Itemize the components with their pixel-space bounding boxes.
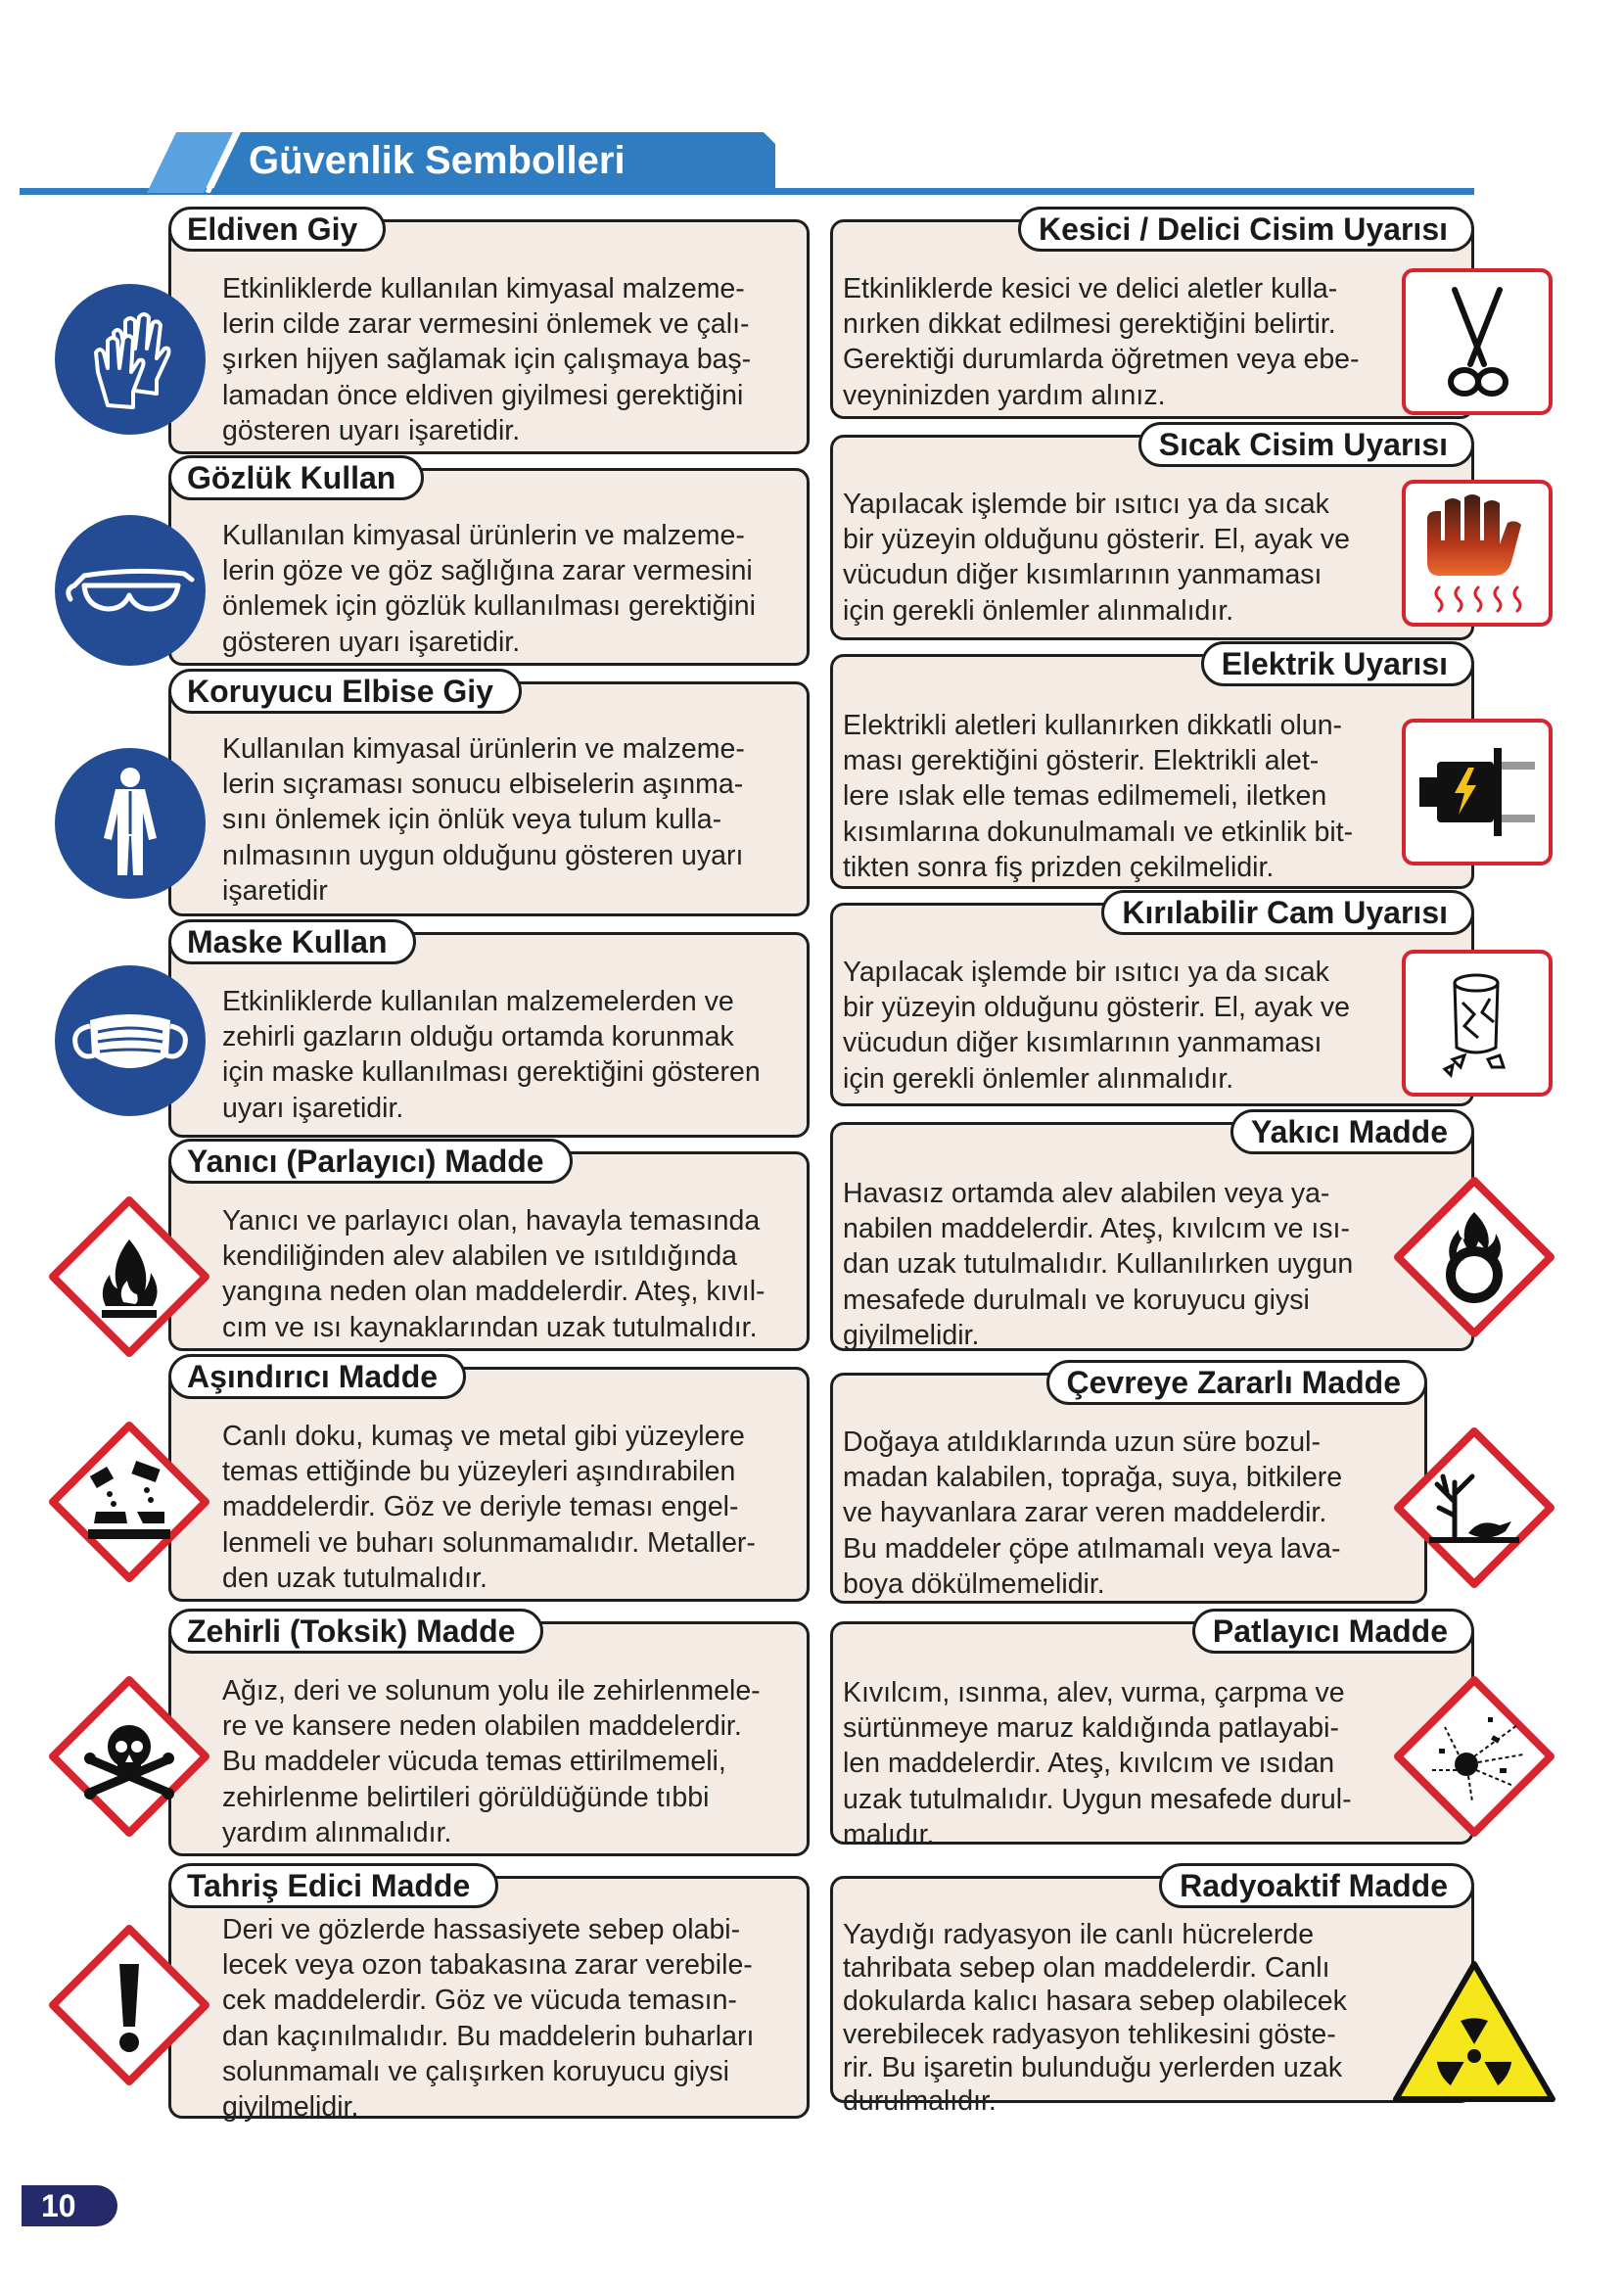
card-title: Yakıcı Madde (1230, 1109, 1474, 1154)
card-title: Koruyucu Elbise Giy (168, 669, 522, 714)
card-text: Etkinliklerde kullanılan kimyasal malzeme- lerin cilde zarar vermesini önlemek ve çalı- şırken hijyen sağlamak için çalışmaya baş- lamadan önce eldiven giyilmesi gerektiğini gösteren uyarı işaretidir. (222, 273, 752, 446)
card-text: Kullanılan kimyasal ürünlerin ve malzeme- lerin göze ve göz sağlığına zarar vermesini önlemek için gözlük kullanılması gerektiğini gösteren uyarı işaretidir. (222, 520, 756, 658)
card-text: Yanıcı ve parlayıcı olan, havayla temasında kendiliğinden alev alabilen ve ısıtıldığında yangına neden olan maddelerdir. Ateş, kıvıl- cım ve ısı kaynaklarından uzak tutulmalıdır. (222, 1205, 766, 1343)
card-text: Deri ve gözlerde hassasiyete sebep olabi- lecek veya ozon tabakasına zarar verebile- cek maddelerdir. Göz ve vücuda temasın- dan kaçınılmalıdır. Bu maddelerin buharları solunmamalı ve çalışırken koruyucu giysi giyilmelidir. (222, 1914, 755, 2124)
explosive-icon (1394, 1676, 1554, 1842)
card-cevreye-zararli-madde (830, 1365, 1427, 1604)
card-text: Kıvılcım, ısınma, alev, vurma, çarpma ve sürtünmeye maruz kaldığında patlayabi- len maddelerdir. Ateş, kıvılcım ve ısıdan uzak tutulmalıdır. Uygun mesafede durul- malıdır. (843, 1677, 1352, 1850)
page-title: Güvenlik Sembolleri (249, 139, 626, 182)
card-sicak-cisim (830, 427, 1474, 640)
card-elektrik-uyarisi (830, 646, 1474, 889)
card-text: Elektrikli aletleri kullanırken dikkatli olun- ması gerektiğini gösterir. Elektrikli alet- lere ıslak elle temas edilmemeli, iletken kısımlarına dokunulmamalı ve etkinlik bit- tikten sonra fiş prizden çekilmelidir. (843, 710, 1354, 883)
card-zehirli-madde (168, 1613, 810, 1856)
card-text: Kullanılan kimyasal ürünlerin ve malzeme- lerin sıçraması sonucu elbiselerin aşınma- sını önlemek için önlük veya tulum kulla- nılmasının uygun olduğunu gösteren uyarı işaretidir (222, 733, 745, 907)
card-text: Doğaya atıldıklarında uzun süre bozul- madan kalabilen, toprağa, suya, bitkilere ve hayvanlara zarar veren maddelerdir. Bu maddeler çöpe atılmamalı veya lava- boya dökülmemelidir. (843, 1426, 1343, 1600)
skull-crossbones-icon (49, 1676, 209, 1842)
card-kesici-delici (830, 211, 1474, 419)
card-title: Yanıcı (Parlayıcı) Madde (168, 1139, 573, 1184)
card-title: Aşındırıcı Madde (168, 1354, 466, 1399)
card-text: Yapılacak işlemde bir ısıtıcı ya da sıcak bir yüzeyin olduğunu gösterir. El, ayak ve vücudun diğer kısımlarının yanmaması için gerekli önlemler alınmalıdır. (843, 957, 1351, 1095)
environment-hazard-icon (1394, 1427, 1554, 1593)
card-title: Gözlük Kullan (168, 455, 424, 500)
card-title: Elektrik Uyarısı (1201, 641, 1474, 686)
electric-plug-icon (1402, 719, 1553, 865)
card-title: Eldiven Giy (168, 207, 386, 252)
card-title: Kesici / Delici Cisim Uyarısı (1018, 207, 1474, 252)
card-text: Ağız, deri ve solunum yolu ile zehirlenmele- re ve kansere neden olabilen maddelerdir. Bu maddeler vücuda temas ettirilmemeli, zehirlenme belirtileri görüldüğünde tıbbi yardım alınmalıdır. (222, 1675, 761, 1848)
card-maske-kullan (168, 924, 810, 1138)
oxidizer-icon (1394, 1177, 1554, 1342)
face-mask-icon (55, 965, 206, 1116)
card-radyoaktif-madde (830, 1868, 1474, 2117)
protective-suit-icon (55, 748, 206, 899)
card-yanici-madde (168, 1144, 810, 1351)
hot-hand-icon (1402, 480, 1553, 627)
card-title: Sıcak Cisim Uyarısı (1138, 422, 1474, 467)
card-asindirici-madde (168, 1359, 810, 1602)
card-text: Havasız ortamda alev alabilen veya ya- nabilen maddelerdir. Ateş, kıvılcım ve ısı- dan uzak tutulmalıdır. Kullanılırken uygun mesafede durulmalı ve koruyucu giysi giyilmelidir. (843, 1178, 1354, 1351)
card-text: Etkinliklerde kullanılan malzemelerden ve zehirli gazların olduğu ortamda korunmak için maske kullanılması gerektiğini gösteren uyarı işaretidir. (222, 986, 761, 1124)
flammable-icon (49, 1196, 209, 1362)
card-title: Çevreye Zararlı Madde (1046, 1360, 1428, 1405)
broken-glass-icon (1402, 950, 1553, 1097)
card-title: Kırılabilir Cam Uyarısı (1101, 890, 1474, 935)
card-title: Radyoaktif Madde (1159, 1863, 1474, 1908)
card-gozluk-kullan (168, 460, 810, 666)
goggles-icon (55, 515, 206, 666)
card-title: Zehirli (Toksik) Madde (168, 1609, 543, 1654)
card-yakici-madde (830, 1114, 1474, 1351)
card-tahris-edici-madde (168, 1868, 810, 2124)
card-koruyucu-elbise (168, 674, 810, 916)
card-patlayici-madde (830, 1613, 1474, 1850)
card-kirilabilir-cam (830, 895, 1474, 1106)
card-text: Yapılacak işlemde bir ısıtıcı ya da sıcak bir yüzeyin olduğunu gösterir. El, ayak ve vücudun diğer kısımlarının yanmaması için gerekli önlemler alınmalıdır. (843, 489, 1351, 627)
radioactive-icon (1390, 1958, 1558, 2110)
exclamation-icon (49, 1925, 209, 2090)
card-title: Maske Kullan (168, 919, 416, 964)
corrosive-icon (49, 1422, 209, 1587)
card-title: Tahriş Edici Madde (168, 1863, 498, 1908)
page-number: 10 (22, 2185, 117, 2226)
card-eldiven-giy (168, 211, 810, 454)
gloves-icon (55, 284, 206, 435)
card-text: Etkinliklerde kesici ve delici aletler kulla- nırken dikkat edilmesi gerektiğini belirtir. Gerektiği durumlarda öğretmen veya ebe- veyninizden yardım alınız. (843, 273, 1360, 411)
scissors-icon (1402, 268, 1553, 415)
card-text: Yaydığı radyasyon ile canlı hücrelerde tahribata sebep olan maddelerdir. Canlı dokularda kalıcı hasara sebep olabilecek verebilecek radyasyon tehlikesini göste- rir. Bu işaretin bulunduğu yerlerden uzak durulmalıdır. (843, 1919, 1347, 2117)
card-text: Canlı doku, kumaş ve metal gibi yüzeylere temas ettiğinde bu yüzeyleri aşındırabilen maddelerdir. Göz ve deriyle teması engel- lenmeli ve buharı solunmamalıdır. Metaller- den uzak tutulmalıdır. (222, 1421, 756, 1594)
card-title: Patlayıcı Madde (1192, 1609, 1474, 1654)
